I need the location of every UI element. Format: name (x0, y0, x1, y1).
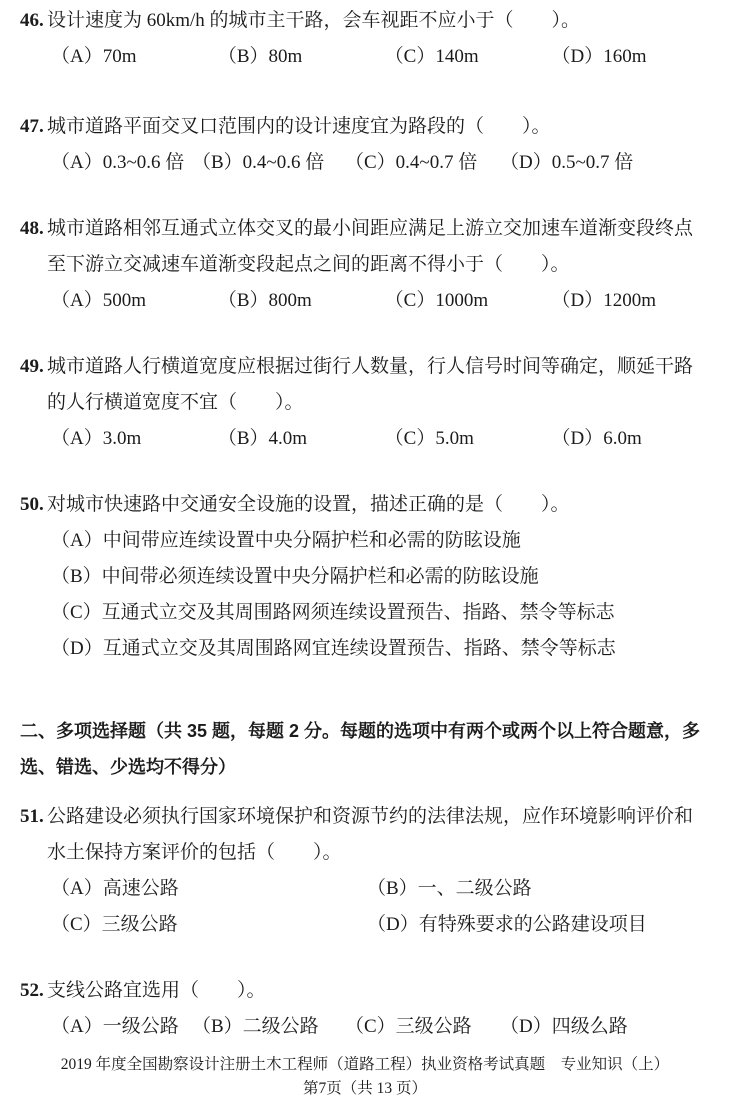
question-47-option-a: （A）0.3~0.6 倍 (51, 152, 185, 173)
question-48-stem: 城市道路相邻互通式立体交叉的最小间距应满足上游立交加速车道渐变段终点至下游立交减速车道渐变段起点之间的距离不得小于（ ）。 (47, 218, 694, 275)
question-52 (20, 973, 710, 1045)
question-47-option-b: （B）0.4~0.6 倍 (192, 152, 325, 173)
question-50-body (20, 487, 710, 523)
question-46-body (20, 3, 710, 39)
question-46-option-b: （B）80m (217, 46, 303, 67)
question-47-body (20, 109, 710, 145)
question-50-option-b: （B）中间带必须连续设置中央分隔护栏和必需的防眩设施 (51, 566, 539, 587)
question-47-number: 47. (20, 116, 44, 137)
section-header-multiple-choice: 二、多项选择题（共 35 题，每题 2 分。每题的选项中有两个或两个以上符合题意，多选、错选、少选均不得分） (20, 721, 701, 777)
question-47-option-d: （D）0.5~0.7 倍 (500, 152, 634, 173)
question-50-option-a: （A）中间带应连续设置中央分隔护栏和必需的防眩设施 (51, 530, 521, 551)
question-48-option-d: （D）1200m (551, 290, 657, 311)
question-49 (20, 349, 710, 457)
question-51-option-b: （B）一、二级公路 (367, 878, 532, 899)
question-46-stem: 设计速度为 60km/h 的城市主干路，会车视距不应小于（ ）。 (47, 10, 581, 31)
question-51-body (20, 799, 710, 871)
question-51-option-a: （A）高速公路 (51, 878, 179, 899)
question-48-option-a: （A）500m (51, 290, 147, 311)
question-49-body (20, 349, 710, 421)
question-52-option-d: （D）四级么路 (500, 1016, 628, 1037)
question-48-options (20, 283, 710, 319)
question-49-option-a: （A）3.0m (51, 428, 142, 449)
question-51-options (20, 871, 710, 943)
question-46 (20, 3, 710, 75)
question-52-number: 52. (20, 980, 44, 1001)
question-50 (20, 487, 710, 667)
question-50-stem: 对城市快速路中交通安全设施的设置，描述正确的是（ ）。 (47, 494, 570, 515)
page-footer (20, 1053, 710, 1101)
question-49-stem: 城市道路人行横道宽度应根据过街行人数量，行人信号时间等确定，顺延干路的人行横道宽度不宜（ ）。 (47, 356, 694, 413)
question-50-number: 50. (20, 494, 44, 515)
question-48-option-b: （B）800m (217, 290, 312, 311)
question-46-option-c: （C）140m (384, 46, 479, 67)
question-46-options (20, 39, 710, 75)
question-48-number: 48. (20, 218, 44, 239)
question-48 (20, 211, 710, 319)
question-51-stem: 公路建设必须执行国家环境保护和资源节约的法律法规，应作环境影响评价和水土保持方案评价的包括（ ）。 (47, 806, 694, 863)
question-47-option-c: （C）0.4~0.7 倍 (345, 152, 478, 173)
question-47-stem: 城市道路平面交叉口范围内的设计速度宜为路段的（ ）。 (47, 116, 551, 137)
question-52-option-c: （C）三级公路 (345, 1016, 472, 1037)
question-52-option-b: （B）二级公路 (192, 1016, 319, 1037)
question-46-option-a: （A）70m (51, 46, 137, 67)
question-52-stem: 支线公路宜选用（ ）。 (47, 980, 266, 1001)
question-50-option-c: （C）互通式立交及其周围路网须连续设置预告、指路、禁令等标志 (51, 602, 615, 623)
question-47 (20, 109, 710, 181)
question-51-option-c: （C）三级公路 (51, 914, 178, 935)
question-49-option-c: （C）5.0m (384, 428, 474, 449)
question-48-option-c: （C）1000m (384, 290, 489, 311)
footer-page-number: 第7页（共 13 页） (302, 1080, 427, 1097)
question-50-option-d: （D）互通式立交及其周围路网宜连续设置预告、指路、禁令等标志 (51, 638, 616, 659)
question-52-option-a: （A）一级公路 (51, 1016, 179, 1037)
question-46-option-d: （D）160m (551, 46, 647, 67)
question-48-body (20, 211, 710, 283)
question-47-options (20, 145, 710, 181)
question-52-body (20, 973, 710, 1009)
question-49-number: 49. (20, 356, 44, 377)
question-51-option-d: （D）有特殊要求的公路建设项目 (367, 914, 647, 935)
question-49-option-b: （B）4.0m (217, 428, 308, 449)
question-51-number: 51. (20, 806, 44, 827)
question-49-option-d: （D）6.0m (551, 428, 642, 449)
footer-exam-title: 2019 年度全国勘察设计注册土木工程师（道路工程）执业资格考试真题 专业知识（上） (60, 1056, 670, 1073)
question-52-options (20, 1009, 710, 1045)
question-50-options (20, 523, 710, 667)
question-49-options (20, 421, 710, 457)
question-51 (20, 799, 710, 943)
question-46-number: 46. (20, 10, 44, 31)
